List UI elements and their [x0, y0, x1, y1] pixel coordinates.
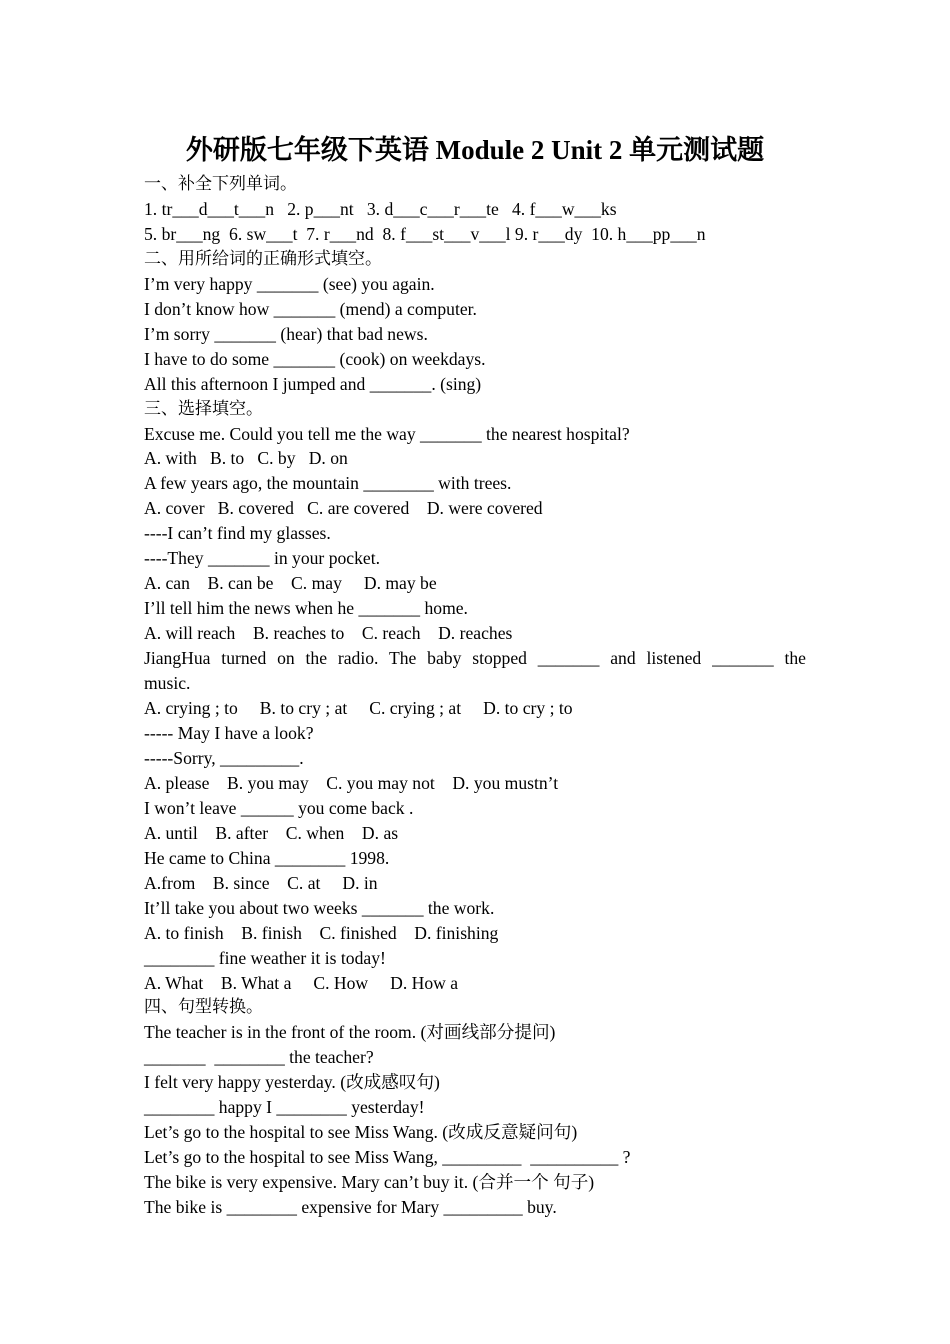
text-line: A. please B. you may C. you may not D. you mustn’t [144, 772, 559, 793]
text-line: The bike is ________ expensive for Mary _________ buy. [144, 1197, 557, 1218]
text-line: 5. br___ng 6. sw___t 7. r___nd 8. f___st___v___l 9. r___dy 10. h___pp___n [144, 223, 706, 244]
text-line: I’m very happy _______ (see) you again. [144, 273, 435, 294]
section-heading: 二、用所给词的正确形式填空。 [144, 248, 382, 268]
text-line: Excuse me. Could you tell me the way _______ the nearest hospital? [144, 423, 630, 444]
text-line: ________ happy I ________ yesterday! [144, 1097, 425, 1118]
text-line: I won’t leave ______ you come back . [144, 797, 414, 818]
text-line: A few years ago, the mountain ________ with trees. [144, 473, 512, 494]
document-body [144, 172, 806, 1220]
text-line: ----They _______ in your pocket. [144, 548, 380, 569]
text-line: ----I can’t find my glasses. [144, 523, 331, 544]
text-line: A. crying ; to B. to cry ; at C. crying ; at D. to cry ; to [144, 698, 573, 719]
text-line: I’m sorry _______ (hear) that bad news. [144, 323, 428, 344]
text-line: A. cover B. covered C. are covered D. were covered [144, 498, 543, 519]
text-line: 1. tr___d___t___n 2. p___nt 3. d___c___r___te 4. f___w___ks [144, 198, 617, 219]
text-line: A. to finish B. finish C. finished D. finishing [144, 922, 499, 943]
text-line: The teacher is in the front of the room. (对画线部分提问) [144, 1022, 556, 1043]
text-line: All this afternoon I jumped and _______. (sing) [144, 373, 482, 394]
text-line: A.from B. since C. at D. in [144, 872, 378, 893]
document-page [144, 128, 806, 1220]
text-line: I don’t know how _______ (mend) a computer. [144, 298, 477, 319]
text-line: I have to do some _______ (cook) on weekdays. [144, 348, 486, 369]
section-heading: 三、选择填空。 [144, 398, 263, 418]
text-line: A. until B. after C. when D. as [144, 822, 399, 843]
text-line: ----- May I have a look? [144, 722, 314, 743]
page-title: 外研版七年级下英语 Module 2 Unit 2 单元测试题 [185, 135, 765, 165]
text-line: JiangHua turned on the radio. The baby stopped _______ and listened _______ the [144, 648, 806, 669]
text-line: -----Sorry, _________. [144, 747, 304, 768]
text-line: I’ll tell him the news when he _______ home. [144, 598, 468, 619]
text-line: A. with B. to C. by D. on [144, 448, 348, 469]
text-line: A. will reach B. reaches to C. reach D. reaches [144, 623, 513, 644]
text-line: music. [144, 673, 191, 694]
text-line: I felt very happy yesterday. (改成感叹句) [144, 1072, 440, 1093]
section-heading: 一、补全下列单词。 [144, 174, 297, 193]
text-line: It’ll take you about two weeks _______ the work. [144, 897, 495, 918]
text-line: ________ fine weather it is today! [144, 947, 386, 968]
text-line: He came to China ________ 1998. [144, 847, 390, 868]
text-line: The bike is very expensive. Mary can’t buy it. (合并一个 句子) [144, 1172, 595, 1193]
section-heading: 四、句型转换。 [144, 997, 263, 1017]
text-line: _______ ________ the teacher? [144, 1047, 374, 1068]
text-line: Let’s go to the hospital to see Miss Wang. (改成反意疑问句) [144, 1122, 578, 1143]
text-line: Let’s go to the hospital to see Miss Wang, _________ __________ ? [144, 1147, 631, 1168]
text-line: A. What B. What a C. How D. How a [144, 972, 459, 993]
text-line: A. can B. can be C. may D. may be [144, 573, 437, 594]
